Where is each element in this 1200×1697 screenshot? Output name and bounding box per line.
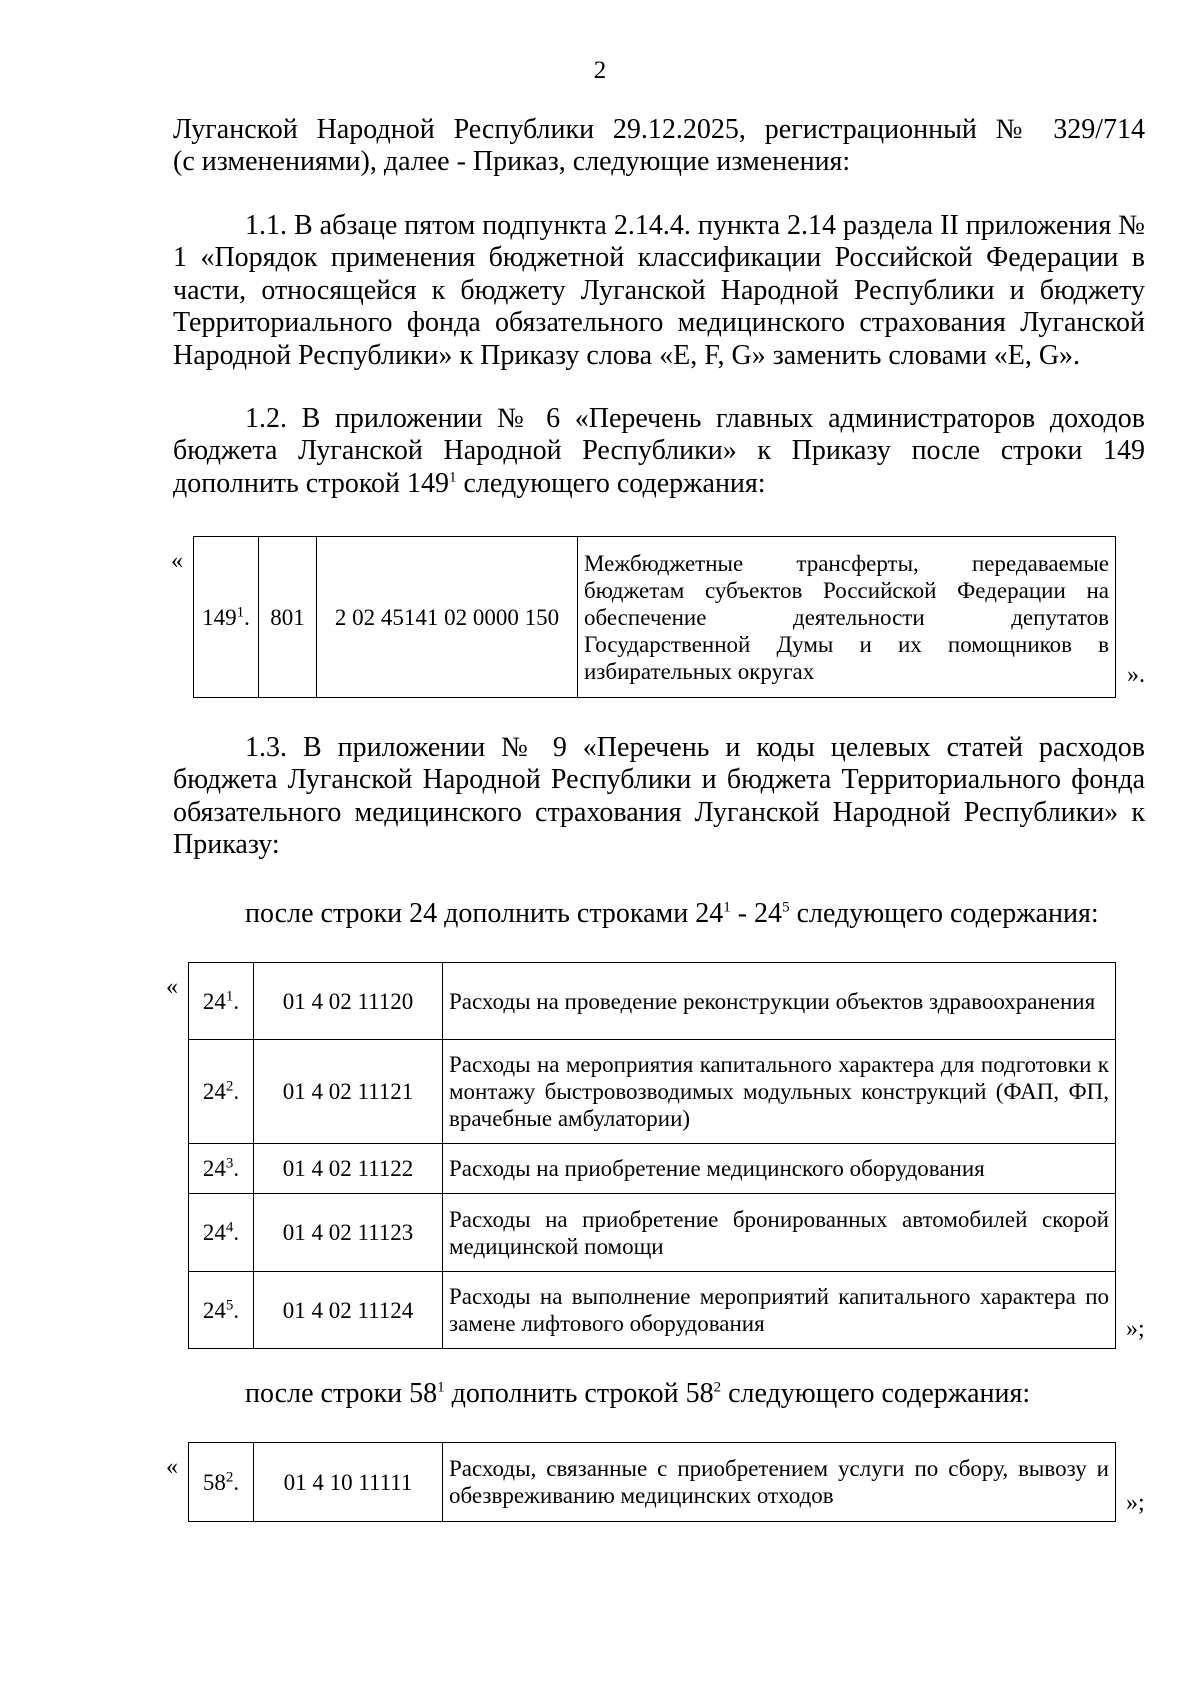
target-code: 01 4 02 11123 <box>254 1194 443 1272</box>
item-1-1: 1.1. В абзаце пятом подпункта 2.14.4. пункта 2.14 раздела II приложения № 1 «Порядок применения бюджетной классификации Российской Федерации в части, относящейся к бюджету Луганской Народной Республики и бюджету Территориального фонда обязательного медицинского страхования Луганской Народной Республики» к Приказу слова «E, F, G» заменить словами «E, G». <box>173 210 1145 371</box>
table-row <box>189 1144 1116 1194</box>
row-number: $24^5$. <box>189 1272 254 1349</box>
table-row <box>194 537 1116 698</box>
quote-close-3: »; <box>1126 1490 1145 1516</box>
target-code: 01 4 02 11120 <box>254 963 443 1040</box>
row-number: $149^1$. <box>194 537 259 698</box>
target-code: 01 4 10 11111 <box>254 1443 443 1522</box>
table-row <box>189 1040 1116 1144</box>
income-table <box>193 536 1116 698</box>
item-1-3: 1.3. В приложении № 9 «Перечень и коды целевых статей расходов бюджета Луганской Народной Республики и бюджета Территориального фонда обязательного медицинского страхования Луганской Народной Республики» к Приказу: <box>173 732 1145 861</box>
expense-description: Расходы, связанные с приобретением услуги по сбору, вывозу и обезвреживанию медицинских отходов <box>443 1443 1116 1522</box>
expense-table <box>188 962 1116 1349</box>
expense-description: Расходы на мероприятия капитального характера для подготовки к монтажу быстровозводимых модульных конструкций (ФАП, ФП, врачебные амбулатории) <box>443 1040 1116 1144</box>
after-24-line: после строки 24 дополнить строками $24^1 - 24^5$ следующего содержания: <box>245 898 1099 929</box>
row-number: $58^2$. <box>189 1443 254 1522</box>
intro-line-1: Луганской Народной Республики 29.12.2025, регистрационный № 329/714 <box>173 114 1145 145</box>
row-number: $24^1$. <box>189 963 254 1040</box>
table-row <box>189 1443 1116 1522</box>
item-1-2 <box>173 403 1145 500</box>
expense-table-58 <box>188 1442 1116 1522</box>
row-number: $24^3$. <box>189 1144 254 1194</box>
expense-description: Расходы на выполнение мероприятий капитального характера по замене лифтового оборудования <box>443 1272 1116 1349</box>
expense-description: Расходы на проведение реконструкции объектов здравоохранения <box>443 963 1116 1040</box>
quote-open-3: « <box>166 1454 178 1480</box>
table-row <box>189 1272 1116 1349</box>
item-1-2-sup: 1 <box>448 469 457 486</box>
intro-line-2: (с изменениями), далее - Приказ, следующие изменения: <box>173 146 851 178</box>
expense-description: Расходы на приобретение медицинского оборудования <box>443 1144 1116 1194</box>
page-number: 2 <box>593 57 607 84</box>
income-code: 2 02 45141 02 0000 150 <box>317 537 578 698</box>
intro-paragraph <box>173 114 1145 179</box>
target-code: 01 4 02 11124 <box>254 1272 443 1349</box>
table-row <box>189 1194 1116 1272</box>
quote-close-1: ». <box>1127 662 1145 688</box>
quote-open-1: « <box>171 548 183 574</box>
quote-close-2: »; <box>1126 1316 1145 1342</box>
table-row <box>189 963 1116 1040</box>
item-1-2-text: 1.2. В приложении № 6 «Перечень главных администраторов доходов бюджета Луганской Народной Республики» к Приказу после строки 149 дополнить строкой 149 <box>173 403 1145 499</box>
target-code: 01 4 02 11122 <box>254 1144 443 1194</box>
admin-code: 801 <box>259 537 317 698</box>
income-description: Межбюджетные трансферты, передаваемые бюджетам субъектов Российской Федерации на обеспечение деятельности депутатов Государственной Думы и их помощников в избирательных округах <box>578 537 1116 698</box>
target-code: 01 4 02 11121 <box>254 1040 443 1144</box>
item-1-2-text-after: следующего содержания: <box>456 467 766 499</box>
row-number: $24^4$. <box>189 1194 254 1272</box>
expense-description: Расходы на приобретение бронированных автомобилей скорой медицинской помощи <box>443 1194 1116 1272</box>
after-58-line: после строки $58^1$ дополнить строкой $58^2$ следующего содержания: <box>245 1378 1031 1409</box>
quote-open-2: « <box>166 974 178 1000</box>
row-number: $24^2$. <box>189 1040 254 1144</box>
